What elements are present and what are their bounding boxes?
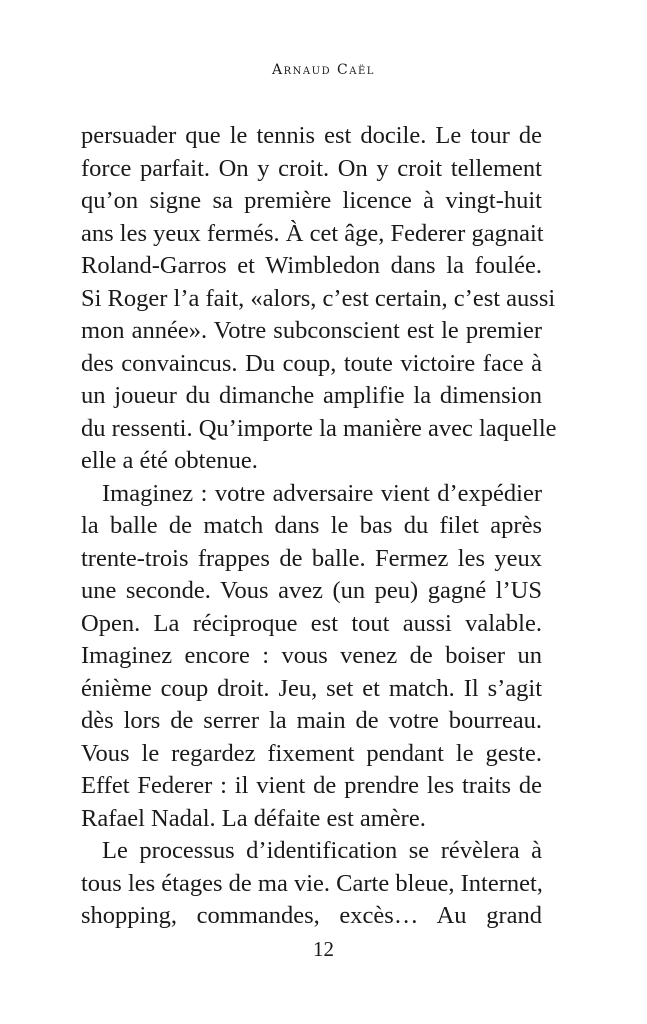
text-line: Si Roger l’a fait, «alors, c’est certain, c’est aussi [81,284,556,312]
text-line: trente-trois frappes de balle. Fermez les yeux [81,544,542,572]
text-line: Open. La réciproque est tout aussi valable. [81,609,542,637]
text-line: qu’on signe sa première licence à vingt-huit [81,187,542,214]
text-line: un joueur du dimanche amplifie la dimension [81,382,542,409]
text-line: force parfait. On y croit. On y croit tellement [81,154,542,182]
text-line: shopping, commandes, excès… Au grand [81,902,542,929]
text-line-paragraph-start: Imaginez : votre adversaire vient d’expédier [102,479,542,507]
text-line: ans les yeux fermés. À cet âge, Federer gagnait [81,219,544,247]
text-line: Imaginez encore : vous venez de boiser un [81,642,542,669]
text-line-paragraph-end: elle a été obtenue. [81,447,258,474]
text-line: du ressenti. Qu’importe la manière avec laquelle [81,414,557,442]
text-line: une seconde. Vous avez (un peu) gagné l’US [81,577,542,604]
text-line: dès lors de serrer la main de votre bourreau. [81,707,542,734]
text-line: persuader que le tennis est docile. Le tour de [81,122,542,149]
text-line: Vous le regardez fixement pendant le geste. [81,739,542,767]
body-text [81,120,557,933]
page-number: 12 [313,937,334,961]
running-head-author: Arnaud Caël [272,62,375,78]
text-line: des convaincus. Du coup, toute victoire face à [81,349,542,377]
text-line-paragraph-end: Rafael Nadal. La défaite est amère. [81,804,426,832]
text-line: Effet Federer : il vient de prendre les traits de [81,772,542,799]
text-line: énième coup droit. Jeu, set et match. Il s’agit [81,674,542,702]
text-line: Roland-Garros et Wimbledon dans la foulée. [81,252,542,279]
text-line-paragraph-start: Le processus d’identification se révèlera à [102,837,542,864]
text-line: mon année». Votre subconscient est le premier [81,317,542,344]
text-line: tous les étages de ma vie. Carte bleue, Internet, [81,869,543,897]
text-line: la balle de match dans le bas du filet après [81,512,542,539]
